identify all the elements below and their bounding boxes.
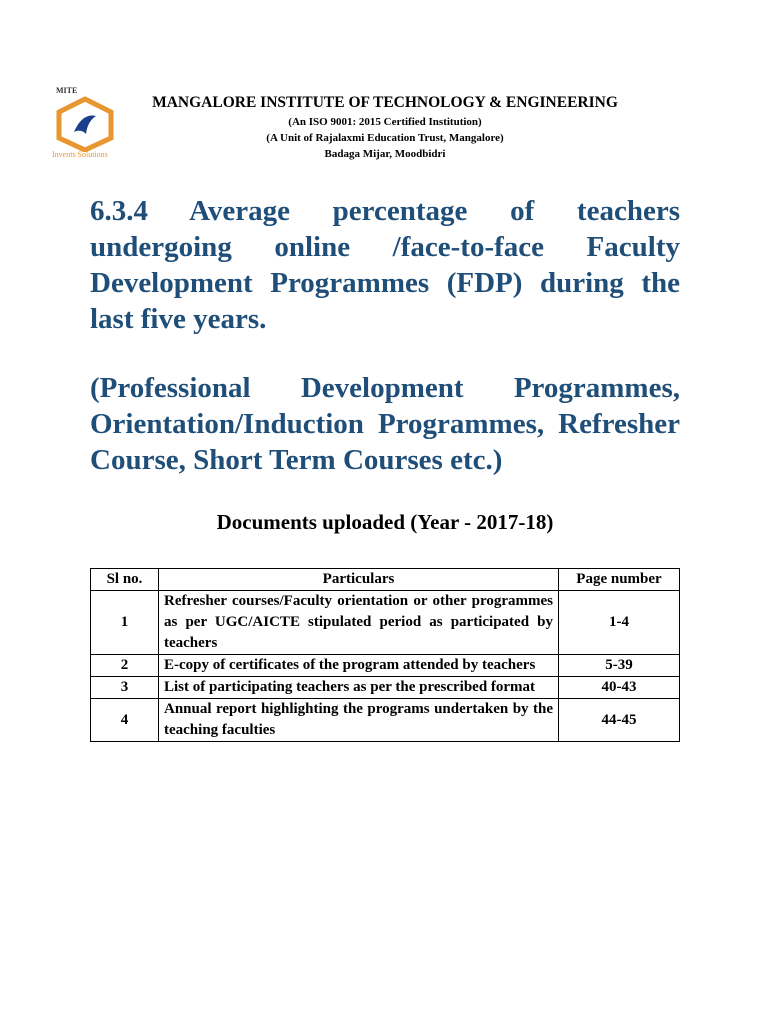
table-row xyxy=(91,655,680,677)
iso-certification-line: (An ISO 9001: 2015 Certified Institution) xyxy=(288,116,482,128)
row-sl-no: 1 xyxy=(91,591,159,655)
row-page-number: 1-4 xyxy=(559,591,680,655)
row-page-number: 44-45 xyxy=(559,699,680,742)
header-sl-no: Sl no. xyxy=(91,569,159,591)
table-row xyxy=(91,699,680,742)
table-header-row xyxy=(91,569,680,591)
row-particulars: Annual report highlighting the programs undertaken by the teaching faculties xyxy=(159,699,559,742)
address-line: Badaga Mijar, Moodbidri xyxy=(324,148,446,160)
table-row xyxy=(91,591,680,655)
row-page-number: 5-39 xyxy=(559,655,680,677)
documents-table xyxy=(90,568,680,742)
row-sl-no: 3 xyxy=(91,677,159,699)
row-page-number: 40-43 xyxy=(559,677,680,699)
header-page-number: Page number xyxy=(559,569,680,591)
institute-name: MANGALORE INSTITUTE OF TECHNOLOGY & ENGINEERING xyxy=(152,94,618,111)
row-particulars: Refresher courses/Faculty orientation or other programmes as per UGC/AICTE stipulated period as participated by teachers xyxy=(159,591,559,655)
logo-tagline: Invents Solutions xyxy=(52,150,108,159)
page-title: 6.3.4 Average percentage of teachers undergoing online /face-to-face Faculty Development Programmes (FDP) during the last five years. xyxy=(90,195,680,335)
page-subtitle: (Professional Development Programmes, Orientation/Induction Programmes, Refresher Course, Short Term Courses etc.) xyxy=(90,372,680,476)
trust-line: (A Unit of Rajalaxmi Education Trust, Mangalore) xyxy=(266,132,504,144)
header-particulars: Particulars xyxy=(159,569,559,591)
row-sl-no: 2 xyxy=(91,655,159,677)
row-particulars: List of participating teachers as per the prescribed format xyxy=(159,677,559,699)
logo-top-text: MITE xyxy=(56,86,78,95)
row-sl-no: 4 xyxy=(91,699,159,742)
documents-heading: Documents uploaded (Year - 2017-18) xyxy=(216,510,554,534)
row-particulars: E-copy of certificates of the program attended by teachers xyxy=(159,655,559,677)
table-row xyxy=(91,677,680,699)
